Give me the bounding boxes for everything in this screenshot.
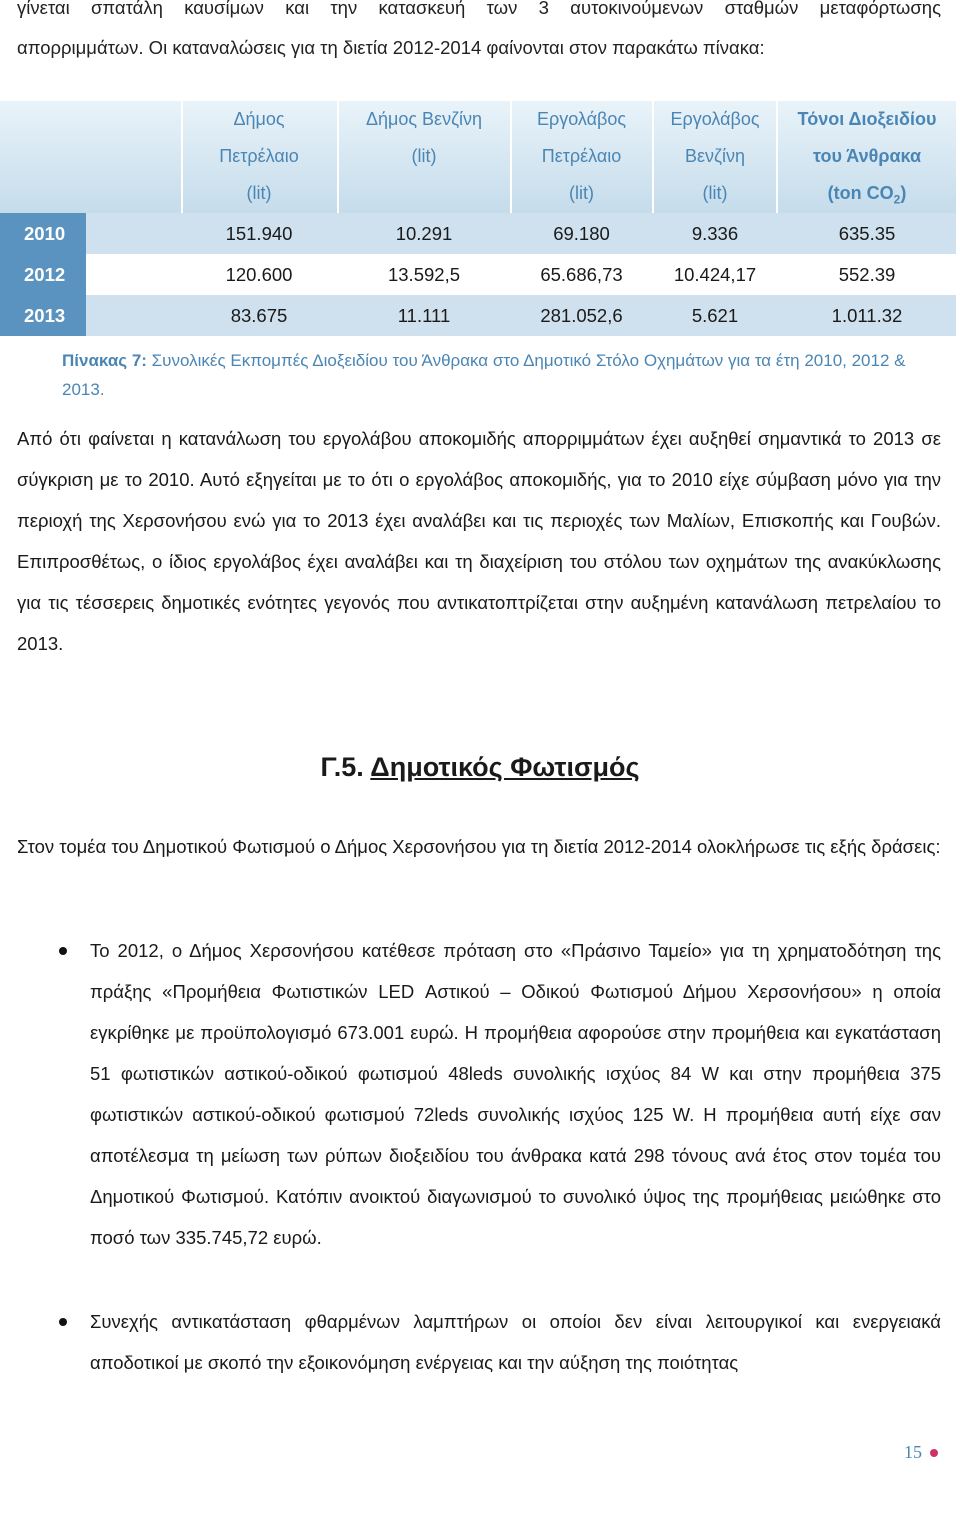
section-heading [0, 752, 960, 783]
cell: 69.180 [553, 223, 610, 244]
paragraph-lighting-intro: Στον τομέα του Δημοτικού Φωτισμού ο Δήμος Χερσονήσου για τη διετία 2012-2014 ολοκλήρωσε τις εξής δράσεις: [17, 836, 941, 857]
cell: 11.111 [397, 305, 451, 326]
cell: 1.011.32 [831, 305, 903, 326]
table-caption [62, 346, 942, 404]
header-co2-tonnes: Τόνοι Διοξειδίου του Άνθρακα (ton $CO_2$) [797, 109, 937, 207]
section-title: Δημοτικός Φωτισμός [370, 752, 640, 782]
page-number: 15 [904, 1442, 922, 1462]
list-item-text: Συνεχής αντικατάσταση φθαρμένων λαμπτήρων οι οποίοι δεν είναι λειτουργικοί και ενεργειακά αποδοτικοί με σκοπό την εξοικονόμηση ενέργειας και την αύξηση της ποιότητας [90, 1311, 941, 1373]
table-row [0, 295, 956, 336]
header-contractor-diesel: Εργολάβος Πετρέλαιο (lit) [536, 109, 627, 203]
intro-text [17, 0, 941, 68]
cell: 281.052,6 [540, 305, 623, 326]
bullet-icon [59, 1318, 67, 1326]
table-header [0, 101, 956, 213]
row-year: 2012 [24, 264, 66, 285]
list-item-text: Το 2012, ο Δήμος Χερσονήσου κατέθεσε πρόταση στο «Πράσινο Ταμείο» για τη χρηματοδότηση της πράξης «Προμήθεια Φωτιστικών LED Αστικού – Οδικού Φωτισμού Δήμου Χερσονήσου» η οποία εγκρίθηκε με προϋπολογισμό 673.001 ευρώ. Η προμήθεια αφορούσε στην προμήθεια και εγκατάσταση 51 φωτιστικών αστικού-οδικού φωτισμού 48leds συνολικής ισχύος 84 W και στην προμήθεια 375 φωτιστικών αστικού-οδικού φωτισμού 72leds συνολικής ισχύος 125 W. Η προμήθεια αυτή είχε σαν αποτέλεσμα τη μείωση των ρύπων διοξειδίου του άνθρακα κατά 298 τόνους ανά έτος στον τομέα του Δημοτικού Φωτισμού. Κατόπιν ανοικτού διαγωνισμού το συνολικό ύψος της προμήθειας μειώθηκε στο ποσό των 335.745,72 ευρώ. [90, 940, 941, 1248]
cell: 10.291 [395, 223, 453, 244]
cell: 10.424,17 [673, 264, 757, 285]
header-municipal-diesel: Δήμος Πετρέλαιο (lit) [219, 109, 299, 203]
cell: 552.39 [838, 264, 896, 285]
paragraph-consumption: Από ότι φαίνεται η κατανάλωση του εργολάβου αποκομιδής απορριμμάτων έχει αυξηθεί σημαντικά το 2013 σε σύγκριση με το 2010. Αυτό εξηγείται με το ότι ο εργολάβος αποκομιδής, για το 2010 είχε σύμβαση μόνο για την περιοχή της Χερσονήσου ενώ για το 2013 έχει αναλάβει και τις περιοχές των Μαλίων, Επισκοπής και Γουβών. Επιπροσθέτως, ο ίδιος εργολάβος έχει αναλάβει και τη διαχείριση του στόλου των οχημάτων της ανακύκλωσης για τις τέσσερεις δημοτικές ενότητες γεγονός που αντικατοπτρίζεται στην αυξημένη κατανάλωση πετρελαίου το 2013. [17, 428, 941, 654]
page-dot-icon [930, 1449, 938, 1457]
intro-line-1: γίνεται σπατάλη καυσίμων και την κατασκευή των 3 αυτοκινούμενων σταθμών μεταφόρτωσης [17, 0, 941, 18]
table-row [0, 213, 956, 254]
cell: 5.621 [691, 305, 739, 326]
table-row [0, 254, 956, 295]
cell: 635.35 [838, 223, 896, 244]
caption-label: Πίνακας 7: [62, 351, 147, 370]
cell: 65.686,73 [540, 264, 623, 285]
header-contractor-petrol: Εργολάβος Βενζίνη (lit) [670, 109, 760, 203]
caption-text: Συνολικές Εκπομπές Διοξειδίου του Άνθρακα στο Δημοτικό Στόλο Οχημάτων για τα έτη 2010, 2012 & 2013. [62, 351, 906, 399]
cell: 151.940 [225, 223, 293, 244]
cell: 13.592,5 [387, 264, 460, 285]
bullet-icon [59, 947, 67, 955]
row-year: 2013 [24, 305, 66, 326]
cell: 9.336 [691, 223, 739, 244]
header-municipal-petrol: Δήμος Βενζίνη (lit) [365, 109, 483, 166]
cell: 83.675 [230, 305, 288, 326]
section-number: Γ.5. [320, 752, 364, 782]
intro-line-2: απορριμμάτων. Οι καταναλώσεις για τη διετία 2012-2014 φαίνονται στον παρακάτω πίνακα: [17, 37, 765, 58]
row-year: 2010 [24, 223, 66, 244]
cell: 120.600 [225, 264, 293, 285]
